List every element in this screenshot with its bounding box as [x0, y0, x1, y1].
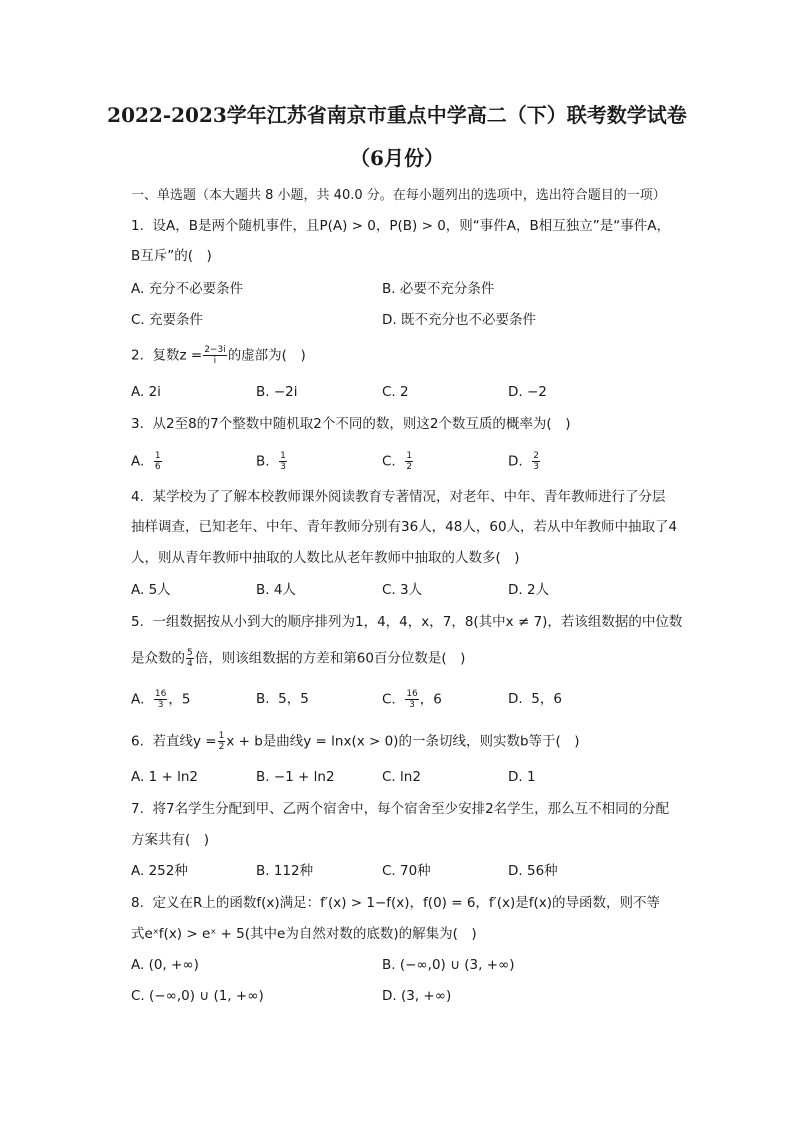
question-6-number: 6. — [131, 733, 144, 750]
question-8-line-2: 式eˣf(x) > eˣ + 5(其中e为自然对数的底数)的解集为( ) — [131, 926, 477, 942]
question-3-option-d[interactable] — [508, 451, 541, 472]
question-8-line-1 — [131, 893, 660, 913]
question-5-option-a[interactable] — [131, 689, 190, 710]
option-label: B. — [256, 691, 270, 707]
question-5-text-before: 是众数的 — [131, 650, 185, 667]
question-5-option-d[interactable] — [508, 689, 562, 709]
question-6-fraction — [218, 731, 226, 752]
question-4-line-1 — [131, 487, 665, 507]
question-1-line-2: B互斥”的( ) — [131, 248, 212, 264]
frac-den: 3 — [280, 462, 286, 472]
question-4-line-2: 抽样调查，已知老年、中年、青年教师分别有36人，48人，60人，若从中年教师中抽取了4 — [131, 519, 678, 535]
question-5-line-2 — [131, 648, 465, 669]
question-8-number: 8. — [131, 895, 144, 911]
option-label: A. — [131, 691, 145, 708]
question-3-line — [131, 414, 570, 434]
frac-den: 2 — [218, 742, 225, 752]
question-5-option-b[interactable] — [256, 689, 309, 709]
frac-num: 1 — [406, 451, 413, 461]
question-4-text-1: 某学校为了了解本校教师课外阅读教育专著情况，对老年、中年、青年教师进行了分层 — [152, 489, 666, 505]
question-1-option-a[interactable]: A. 充分不必要条件 — [131, 281, 244, 297]
question-2-fraction — [203, 345, 227, 366]
question-7-option-a[interactable]: A. 252种 — [131, 863, 188, 879]
question-2-option-c[interactable]: C. 2 — [382, 384, 409, 400]
question-4-number: 4. — [131, 489, 144, 505]
question-8-option-c[interactable]: C. (−∞,0) ∪ (1, +∞) — [131, 988, 264, 1004]
question-2-option-d[interactable]: D. −2 — [508, 384, 547, 400]
question-1-option-b[interactable]: B. 必要不充分条件 — [382, 281, 495, 297]
question-2-option-b[interactable]: B. −2i — [256, 384, 298, 400]
option-text: 5，6 — [531, 691, 562, 707]
question-4-option-d[interactable]: D. 2人 — [508, 582, 550, 598]
question-1-line-1 — [131, 216, 670, 236]
option-fraction — [279, 451, 287, 472]
section-heading: 一、单选题（本大题共 8 小题，共 40.0 分。在每小题列出的选项中，选出符合题目的一项） — [131, 188, 666, 203]
option-rest: ，6 — [419, 691, 442, 708]
question-7-option-b[interactable]: B. 112种 — [256, 863, 314, 879]
frac-den: 4 — [187, 659, 193, 669]
exam-title: 2022-2023学年江苏省南京市重点中学高二（下）联考数学试卷 — [107, 103, 687, 127]
question-8-option-d[interactable]: D. (3, +∞) — [382, 988, 452, 1004]
frac-den: 6 — [154, 462, 161, 472]
question-3-option-b[interactable] — [256, 451, 288, 472]
exam-subtitle: （6月份） — [350, 146, 444, 170]
question-1-option-d[interactable]: D. 既不充分也不必要条件 — [382, 312, 536, 328]
question-1-option-c[interactable]: C. 充要条件 — [131, 312, 204, 328]
question-2-frac-num: 2−3i — [204, 345, 226, 355]
question-1-text-1: 设A，B是两个随机事件，且P(A) > 0，P(B) > 0，则“事件A，B相互独立”是“事件A， — [152, 218, 671, 234]
question-4-option-a[interactable]: A. 5人 — [131, 582, 171, 598]
frac-den: 2 — [406, 462, 413, 472]
question-8-option-b[interactable]: B. (−∞,0) ∪ (3, +∞) — [382, 957, 515, 973]
question-8-option-a[interactable]: A. (0, +∞) — [131, 957, 199, 973]
question-3-number: 3. — [131, 416, 144, 432]
question-6-option-c[interactable]: C. ln2 — [382, 769, 421, 785]
question-5-fraction — [186, 648, 194, 669]
question-7-option-c[interactable]: C. 70种 — [382, 863, 431, 879]
question-6-text-before: 若直线y = — [152, 733, 217, 750]
frac-num: 16 — [154, 689, 167, 699]
question-7-line-2: 方案共有( ) — [131, 832, 210, 848]
question-3-option-c[interactable] — [382, 451, 414, 472]
frac-num: 1 — [280, 451, 286, 461]
frac-den: 3 — [157, 700, 164, 710]
question-7-line-1 — [131, 799, 669, 819]
question-5-number: 5. — [131, 614, 144, 630]
question-7-number: 7. — [131, 801, 144, 817]
question-3-option-a[interactable] — [131, 451, 163, 472]
frac-num: 1 — [218, 731, 225, 741]
question-5-line-1 — [131, 612, 682, 632]
question-1-number: 1. — [131, 218, 144, 234]
question-8-text-1: 定义在R上的函数f(x)满足：f′(x) > 1−f(x)，f(0) = 6，f′(x)是f(x)的导函数，则不等 — [152, 895, 661, 911]
frac-num: 16 — [406, 689, 418, 699]
question-6-line — [131, 731, 580, 752]
frac-num: 2 — [533, 451, 540, 461]
option-label: A. — [131, 453, 145, 470]
question-4-option-c[interactable]: C. 3人 — [382, 582, 423, 598]
question-2-line — [131, 345, 306, 366]
option-label: D. — [508, 453, 523, 470]
option-label: C. — [382, 453, 396, 470]
option-rest: ，5 — [168, 691, 191, 708]
question-2-option-a[interactable]: A. 2i — [131, 384, 161, 400]
question-6-text-after: x + b是曲线y = lnx(x > 0)的一条切线，则实数b等于( ) — [226, 733, 580, 750]
question-4-option-b[interactable]: B. 4人 — [256, 582, 296, 598]
question-5-text-after: 倍，则该组数据的方差和第60百分位数是( ) — [194, 650, 466, 667]
option-label: B. — [256, 453, 270, 470]
frac-den: 3 — [409, 700, 415, 710]
frac-den: 3 — [533, 462, 540, 472]
option-fraction — [154, 451, 162, 472]
option-fraction — [154, 689, 167, 710]
question-2-text-before: 复数z = — [152, 347, 203, 364]
question-5-text-1: 一组数据按从小到大的顺序排列为1，4，4，x，7，8(其中x ≠ 7)，若该组数据的中位数 — [152, 614, 683, 630]
option-fraction — [405, 689, 418, 710]
question-2-text-after: 的虚部为( ) — [227, 347, 306, 364]
option-fraction — [405, 451, 413, 472]
question-6-option-a[interactable]: A. 1 + ln2 — [131, 769, 198, 785]
option-text: 5，5 — [278, 691, 309, 707]
option-label: D. — [508, 691, 523, 707]
question-2-number: 2. — [131, 347, 144, 364]
frac-num: 5 — [187, 648, 193, 658]
question-6-option-b[interactable]: B. −1 + ln2 — [256, 769, 335, 785]
option-fraction — [532, 451, 540, 472]
question-2-frac-den: i — [213, 356, 217, 366]
question-7-option-d[interactable]: D. 56种 — [508, 863, 558, 879]
question-7-text-1: 将7名学生分配到甲、乙两个宿舍中，每个宿舍至少安排2名学生，那么互不相同的分配 — [152, 801, 670, 817]
question-5-option-c[interactable] — [382, 689, 442, 710]
option-label: C. — [382, 691, 396, 708]
frac-num: 1 — [154, 451, 161, 461]
question-3-text: 从2至8的7个整数中随机取2个不同的数，则这2个数互质的概率为( ) — [152, 416, 571, 432]
question-4-line-3: 人，则从青年教师中抽取的人数比从老年教师中抽取的人数多( ) — [131, 550, 520, 566]
question-6-option-d[interactable]: D. 1 — [508, 769, 536, 785]
